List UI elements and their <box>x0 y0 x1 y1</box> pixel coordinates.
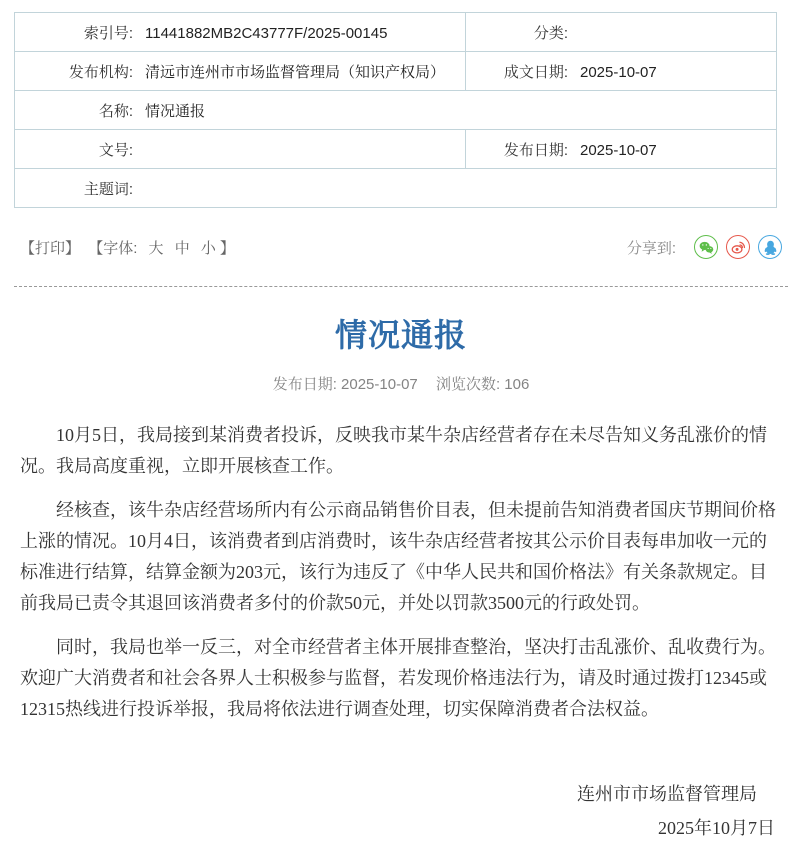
keywords-label: 主题词: <box>83 180 133 198</box>
share-label: 分享到: <box>626 239 676 257</box>
publish-date-label: 发布日期: <box>503 141 568 159</box>
toolbar <box>20 232 782 262</box>
signature-date: 2025年10月7日 <box>658 818 775 838</box>
doc-name-label: 名称: <box>98 102 133 120</box>
written-date-cell <box>466 52 777 91</box>
font-size-group <box>88 240 239 257</box>
article-body <box>20 420 782 725</box>
signature-block <box>20 777 782 845</box>
dashed-divider <box>14 286 788 287</box>
table-row <box>15 52 777 91</box>
paragraph-2: 经核查，该牛杂店经营场所内有公示商品销售价目表，但未提前告知消费者国庆节期间价格上涨的情况。10月4日，该消费者到店消费时，该牛杂店经营者按其公示价目表每串加收一元的标准进行结算，结算金额为203元，该行为违反了《中华人民共和国价格法》有关条款规定。目前我局已责令其退回该消费者多付的价款50元，并处以罚款3500元的行政处罚。 <box>20 500 776 613</box>
publish-date-value: 2025-10-07 <box>580 141 657 159</box>
font-size-suffix: 】 <box>219 239 235 257</box>
table-row <box>15 13 777 52</box>
written-date-value: 2025-10-07 <box>580 63 657 81</box>
article-publish-date-label: 发布日期: <box>272 376 337 393</box>
index-number-label: 索引号: <box>83 24 133 42</box>
font-size-medium-button[interactable]: 中 <box>174 239 190 257</box>
paragraph-1: 10月5日，我局接到某消费者投诉，反映我市某牛杂店经营者存在未尽告知义务乱涨价的情况。我局高度重视，立即开展核查工作。 <box>20 425 767 476</box>
article-views-label: 浏览次数: <box>435 376 501 393</box>
font-size-large-button[interactable]: 大 <box>148 239 164 257</box>
index-number-value: 11441882MB2C43777F/2025-00145 <box>145 24 388 42</box>
article-views-value: 106 <box>504 376 530 393</box>
table-row <box>15 91 777 130</box>
index-number-cell <box>15 13 466 52</box>
article <box>0 315 802 845</box>
print-button[interactable]: 【打印】 <box>20 239 81 257</box>
doc-number-cell <box>15 130 466 169</box>
page-title: 情况通报 <box>334 317 467 353</box>
toolbar-left <box>20 237 243 258</box>
issuing-agency-cell <box>15 52 466 91</box>
signature-org: 连州市市场监督管理局 <box>577 784 757 804</box>
qq-icon <box>762 239 779 256</box>
article-meta-line <box>20 373 782 394</box>
issuing-agency-value: 清远市连州市市场监督管理局（知识产权局） <box>145 63 446 81</box>
issuing-agency-label: 发布机构: <box>68 63 133 81</box>
share-wechat-button[interactable] <box>694 235 718 259</box>
document-meta-table <box>14 12 777 208</box>
weibo-icon <box>730 239 747 256</box>
keywords-cell <box>15 169 777 208</box>
doc-name-value: 情况通报 <box>145 102 206 120</box>
wechat-icon <box>698 239 715 256</box>
doc-number-label: 文号: <box>98 141 133 159</box>
font-size-prefix: 【字体: <box>88 239 138 257</box>
share-weibo-button[interactable] <box>726 235 750 259</box>
article-publish-date-value: 2025-10-07 <box>341 376 418 393</box>
font-size-small-button[interactable]: 小 <box>200 239 216 257</box>
table-row <box>15 169 777 208</box>
article-views <box>436 376 529 393</box>
doc-name-cell <box>15 91 777 130</box>
table-row <box>15 130 777 169</box>
category-cell <box>466 13 777 52</box>
publish-date-cell <box>466 130 777 169</box>
share-bar <box>627 235 782 259</box>
paragraph-3: 同时，我局也举一反三，对全市经营者主体开展排查整治，坚决打击乱涨价、乱收费行为。欢迎广大消费者和社会各界人士积极参与监督，若发现价格违法行为，请及时通过拨打12345或12315热线进行投诉举报，我局将依法进行调查处理，切实保障消费者合法权益。 <box>20 637 776 719</box>
category-label: 分类: <box>533 24 568 42</box>
share-qq-button[interactable] <box>758 235 782 259</box>
written-date-label: 成文日期: <box>503 63 568 81</box>
article-publish-date <box>273 376 418 393</box>
